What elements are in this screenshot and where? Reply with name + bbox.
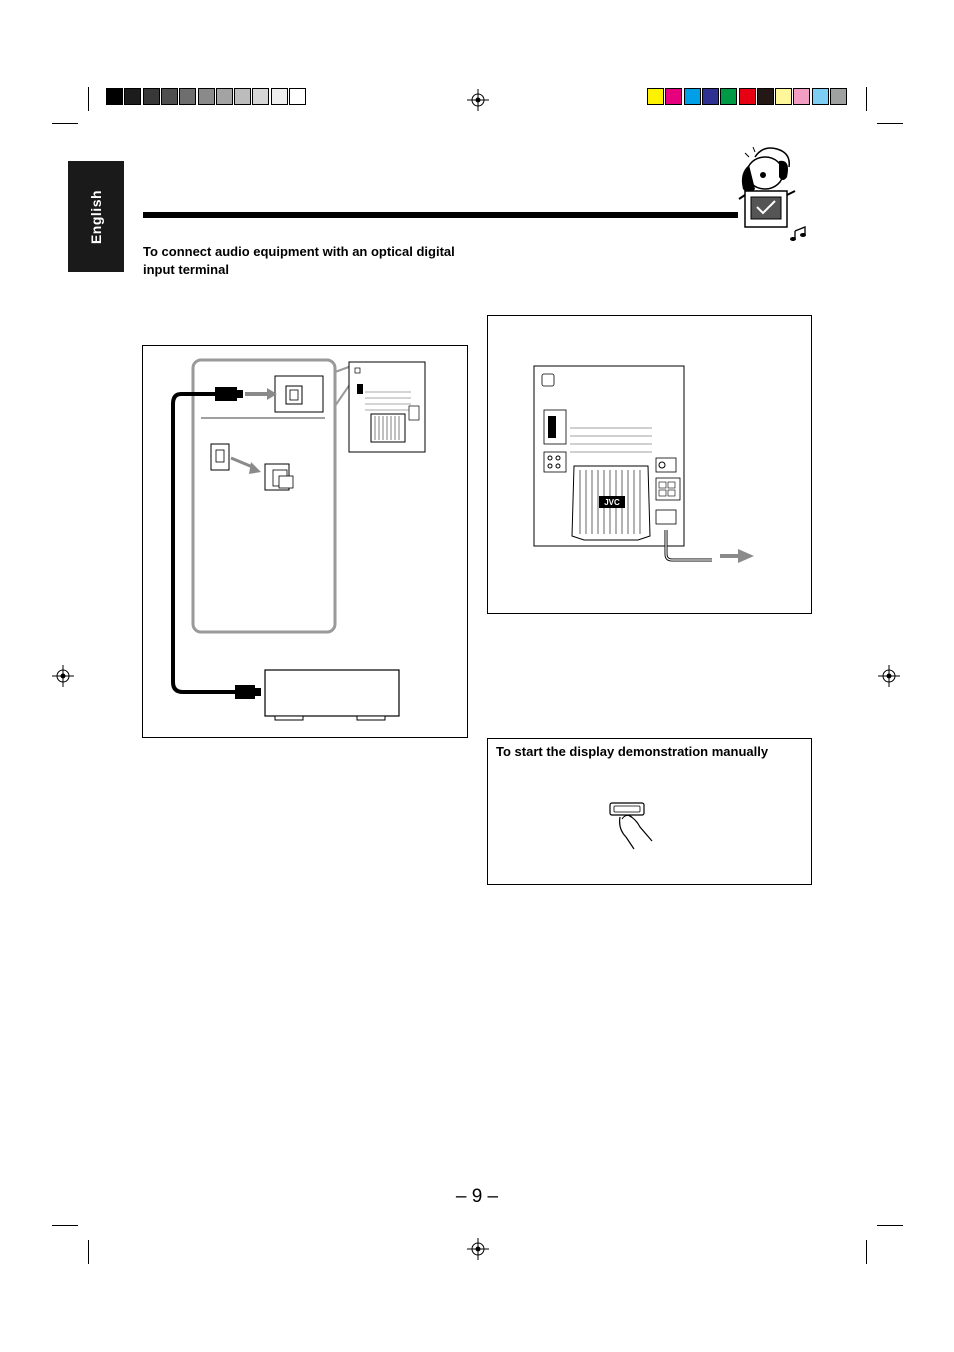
calibration-swatch (665, 88, 682, 105)
registration-mark-icon (467, 1238, 489, 1260)
calibration-swatch (198, 88, 215, 105)
calibration-swatch (252, 88, 269, 105)
registration-mark-icon (467, 89, 489, 111)
optical-connection-figure (142, 345, 468, 738)
calibration-swatch (775, 88, 792, 105)
language-tab (68, 161, 124, 272)
calibration-swatch (143, 88, 160, 105)
header-rule (143, 212, 738, 218)
language-tab-label: English (88, 189, 104, 244)
demo-instruction-box (487, 738, 812, 885)
calibration-swatch (739, 88, 756, 105)
calibration-swatch (161, 88, 178, 105)
finger-press-button-icon (606, 797, 666, 853)
calibration-swatch (179, 88, 196, 105)
calibration-swatch (757, 88, 774, 105)
calibration-swatch (684, 88, 701, 105)
calibration-swatch (289, 88, 306, 105)
svg-text:JVC: JVC (604, 498, 620, 507)
rear-panel-diagram (488, 316, 810, 612)
calibration-swatch (702, 88, 719, 105)
calibration-swatch (124, 88, 141, 105)
optical-cable-diagram (143, 346, 469, 739)
calibration-swatch (793, 88, 810, 105)
calibration-swatch (720, 88, 737, 105)
calibration-swatch (812, 88, 829, 105)
calibration-swatch (271, 88, 288, 105)
page-number: – 9 – (455, 1186, 499, 1207)
section-heading: To connect audio equipment with an optical digital input terminal (143, 244, 455, 277)
rear-panel-figure (487, 315, 812, 614)
demo-title: To start the display demonstration manually (496, 744, 769, 759)
registration-mark-icon (878, 665, 900, 687)
calibration-swatch (234, 88, 251, 105)
calibration-swatch (106, 88, 123, 105)
mascot-dog-icon (735, 143, 815, 243)
calibration-swatch (830, 88, 847, 105)
registration-mark-icon (52, 665, 74, 687)
calibration-swatch (216, 88, 233, 105)
calibration-swatch (647, 88, 664, 105)
